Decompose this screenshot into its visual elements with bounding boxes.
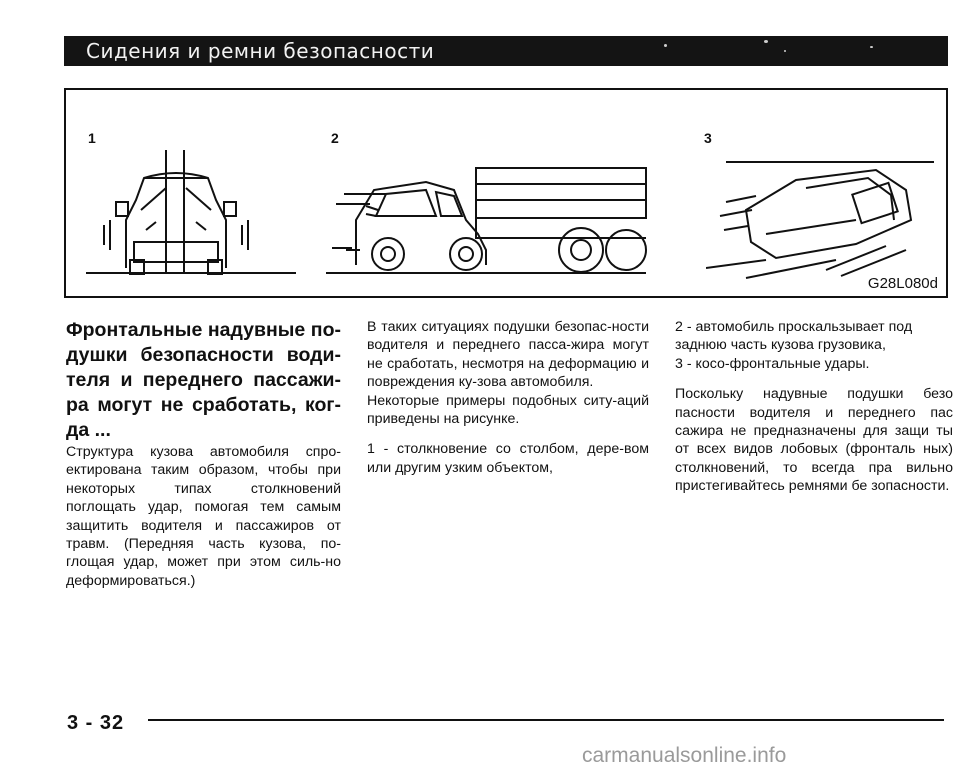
footer-divider: [148, 719, 944, 721]
figure-code: G28L080d: [867, 275, 938, 292]
page-number: 3 - 32: [67, 712, 125, 734]
list-item: 1 - столкновение со столбом, дере-вом или другим узким объектом,: [367, 441, 649, 476]
header-noise: [764, 40, 768, 43]
header-noise: [664, 44, 667, 47]
figure-number-2: 2: [331, 130, 339, 146]
oblique-collision-illustration: [706, 150, 936, 280]
section-header-bar: [64, 36, 948, 66]
body-paragraph: Поскольку надувные подушки безо пасности водителя и переднего пас сажира не предназначены для защи ты от всех видов лобовых (фронталь ных) столкновений, то всегда пра вильно пристегивайтесь ремнями бе зопасности.: [675, 386, 953, 495]
header-noise: [784, 50, 786, 52]
column-1: [66, 318, 341, 590]
list-item: 3 - косо-фронтальные удары.: [675, 355, 870, 372]
section-heading: Фронтальные надувные по-душки безопасности води-теля и переднего пассажи-ра могут не сработать, ког-да ...: [66, 319, 341, 441]
body-paragraph: Некоторые примеры подобных ситу-аций приведены на рисунке.: [367, 392, 649, 428]
underride-collision-illustration: [326, 150, 656, 280]
figure-number-1: 1: [88, 130, 96, 146]
column-3: [675, 318, 953, 496]
body-paragraph: Структура кузова автомобиля спро-ектирована таким образом, чтобы при некоторых типах столкновений поглощать удар, помогая тем самым защитить водителя и пассажиров от травм. (Передняя часть кузова, по-глощая удар, может при этом силь-но деформироваться.): [66, 444, 341, 589]
pole-collision-illustration: [86, 150, 301, 280]
column-2: [367, 318, 649, 477]
body-paragraph: В таких ситуациях подушки безопас-ности водителя и переднего пасса-жира могут не сработать, несмотря на деформацию и повреждения ку-зова автомобиля.: [367, 319, 649, 391]
figure-number-3: 3: [704, 130, 712, 146]
watermark: carmanualsonline.info: [582, 744, 787, 767]
list-item: 2 - автомобиль проскальзывает под заднюю часть кузова грузовика,: [675, 319, 913, 354]
header-noise: [870, 46, 873, 48]
section-title: Сидения и ремни безопасности: [86, 39, 435, 63]
illustration-frame: [64, 88, 948, 298]
